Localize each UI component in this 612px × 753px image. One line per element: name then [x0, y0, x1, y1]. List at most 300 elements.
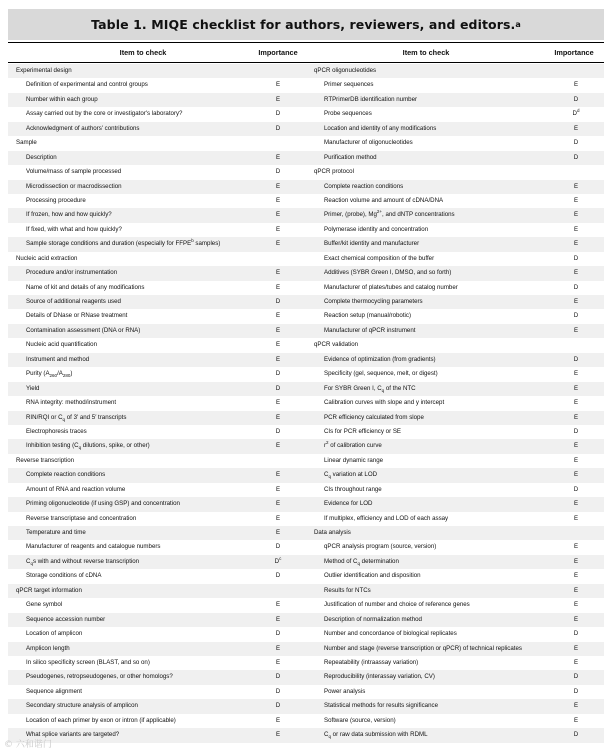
item-text: Number within each group: [26, 95, 98, 103]
importance-value: [571, 714, 581, 728]
importance-value: [571, 281, 581, 295]
item-text: For SYBR Green I, C: [324, 384, 382, 392]
importance-letter: E: [573, 225, 579, 233]
importance-value: [273, 425, 283, 439]
item-label: [324, 180, 403, 194]
importance-letter: E: [275, 355, 281, 363]
importance-value: [571, 425, 581, 439]
importance-letter: E: [573, 269, 579, 277]
importance-letter: E: [275, 211, 281, 219]
item-label: [324, 295, 423, 309]
item-text: Priming oligonucleotide (if using GSP) and concentration: [26, 500, 180, 508]
item-text: CIs for PCR efficiency or SE: [324, 427, 402, 435]
item-text: Probe sequences: [324, 110, 372, 118]
importance-value: [273, 598, 283, 612]
item-text: Manufacturer of plates/tubes and catalog number: [324, 283, 458, 291]
importance-letter: E: [275, 644, 281, 652]
importance-letter: E: [275, 81, 281, 89]
item-superscript: b: [191, 238, 194, 244]
table-row: [306, 555, 604, 569]
item-text: Secondary structure analysis of amplicon: [26, 702, 138, 710]
item-label: [16, 454, 74, 468]
table-row: [306, 439, 604, 453]
item-text: Number and stage (reverse transcription or qPCR) of technical replicates: [324, 644, 522, 652]
table-row: [306, 540, 604, 554]
importance-letter: D: [573, 312, 579, 320]
importance-letter: E: [573, 211, 579, 219]
item-label: [26, 165, 121, 179]
item-label: [324, 540, 436, 554]
importance-letter: E: [275, 283, 281, 291]
item-text: RNA integrity: method/instrument: [26, 399, 117, 407]
item-label: [324, 670, 435, 684]
table-row: [8, 526, 306, 540]
item-text: Nucleic acid quantification: [26, 341, 97, 349]
item-label: [324, 411, 424, 425]
importance-value: [571, 382, 581, 396]
importance-footnote: d: [576, 108, 580, 114]
item-label: [26, 656, 150, 670]
item-label: [26, 353, 89, 367]
section-row: [8, 584, 306, 598]
table-row: [8, 411, 306, 425]
item-text-mid: /A: [57, 370, 63, 378]
table-row: [8, 180, 306, 194]
item-label: [324, 107, 372, 121]
table-row: [8, 78, 306, 92]
item-text: Reproducibility (interassay variation, CV): [324, 673, 435, 681]
item-text: Additives (SYBR Green I, DMSO, and so forth): [324, 269, 452, 277]
item-label: [324, 627, 457, 641]
item-text-after: determination: [359, 557, 399, 565]
item-text: If frozen, how and how quickly?: [26, 211, 112, 219]
importance-letter: D: [573, 95, 579, 103]
importance-value: [273, 93, 283, 107]
item-text: Instrument and method: [26, 355, 90, 363]
importance-letter: E: [275, 413, 281, 421]
item-label: [26, 382, 39, 396]
table-row: [306, 685, 604, 699]
item-text: C: [324, 471, 329, 479]
item-text: What splice variants are targeted?: [26, 731, 120, 739]
item-text: Volume/mass of sample processed: [26, 168, 122, 176]
item-label: [26, 526, 86, 540]
importance-value: [273, 165, 283, 179]
item-text: Sequence alignment: [26, 687, 82, 695]
importance-letter: D: [275, 702, 281, 710]
table-title-text: Table 1. MIQE checklist for authors, reviewers, and editors.: [91, 17, 516, 32]
item-text: C: [324, 731, 329, 739]
item-text: Complete reaction conditions: [26, 471, 106, 479]
importance-value: [273, 483, 283, 497]
importance-value: [571, 468, 581, 482]
importance-value: [273, 497, 283, 511]
importance-value: [571, 598, 581, 612]
importance-value: [273, 180, 283, 194]
importance-letter: E: [275, 658, 281, 666]
item-label: [26, 497, 180, 511]
table-row: [306, 670, 604, 684]
importance-letter: D: [573, 139, 579, 147]
item-text-after: dilutions, spike, or other): [81, 442, 150, 450]
importance-letter: E: [573, 124, 579, 132]
importance-value: [273, 309, 283, 323]
item-superscript: 2: [326, 440, 329, 446]
item-label: [324, 281, 458, 295]
importance-value: [571, 367, 581, 381]
item-label: [26, 555, 139, 569]
item-text: Statistical methods for results significance: [324, 702, 438, 710]
importance-value: [571, 670, 581, 684]
item-text: Manufacturer of qPCR instrument: [324, 326, 416, 334]
importance-letter: E: [275, 485, 281, 493]
importance-value: [273, 353, 283, 367]
item-label: [314, 64, 376, 78]
item-label: [26, 425, 87, 439]
importance-letter: E: [573, 326, 579, 334]
item-label: [324, 642, 522, 656]
item-text: Primer, (probe), Mg: [324, 211, 377, 219]
table-row: [306, 281, 604, 295]
item-label: [324, 439, 382, 453]
item-label: [26, 93, 98, 107]
table-row: [8, 93, 306, 107]
item-text: Buffer/kit identity and manufacturer: [324, 240, 420, 248]
item-text: Processing procedure: [26, 196, 86, 204]
table-row: [306, 107, 604, 121]
item-label: [324, 584, 371, 598]
importance-value: [273, 714, 283, 728]
item-label: [324, 699, 438, 713]
item-label: [314, 338, 358, 352]
importance-value: [571, 411, 581, 425]
item-text: Evidence of optimization (from gradients): [324, 355, 436, 363]
importance-letter: D: [275, 687, 281, 695]
table-row: [8, 266, 306, 280]
importance-value: [273, 78, 283, 92]
importance-letter: D: [573, 153, 579, 161]
importance-letter: E: [573, 182, 579, 190]
title-footnote-marker: a: [515, 20, 521, 29]
item-label: [324, 353, 436, 367]
item-label: [324, 656, 418, 670]
table-row: [8, 237, 306, 251]
importance-letter: D: [275, 427, 281, 435]
item-text-after: s with and without reverse transcription: [32, 557, 140, 565]
importance-value: [571, 151, 581, 165]
importance-value: [571, 93, 581, 107]
item-text: Purification method: [324, 153, 377, 161]
item-text: Amount of RNA and reaction volume: [26, 485, 126, 493]
table-row: [306, 237, 604, 251]
table-row: [306, 714, 604, 728]
importance-value: [273, 237, 283, 251]
item-label: [26, 266, 117, 280]
header-item-right: Item to check: [402, 47, 450, 57]
importance-value: [571, 685, 581, 699]
importance-letter: E: [573, 644, 579, 652]
item-text: Description of normalization method: [324, 615, 422, 623]
item-text: Reaction volume and amount of cDNA/DNA: [324, 196, 444, 204]
table-row: [306, 208, 604, 222]
table-row: [8, 468, 306, 482]
table-row: [8, 425, 306, 439]
item-text: Storage conditions of cDNA: [26, 572, 102, 580]
importance-value: [273, 699, 283, 713]
item-text: Polymerase identity and concentration: [324, 225, 429, 233]
importance-letter: E: [573, 500, 579, 508]
item-label: [26, 367, 72, 381]
item-label: [324, 93, 417, 107]
table-row: [8, 540, 306, 554]
importance-value: [571, 439, 581, 453]
importance-value: [571, 642, 581, 656]
item-label: [324, 208, 455, 222]
item-text-after: variation at LOD: [330, 471, 378, 479]
importance-value: [273, 223, 283, 237]
item-text: Primer sequences: [324, 81, 374, 89]
item-label: [26, 512, 136, 526]
item-text: Complete reaction conditions: [324, 182, 404, 190]
item-label: [26, 295, 121, 309]
item-text: Source of additional reagents used: [26, 298, 121, 305]
table-row: [306, 180, 604, 194]
importance-value: [273, 613, 283, 627]
table-row: [306, 266, 604, 280]
table-row: [306, 382, 604, 396]
importance-value: [273, 526, 283, 540]
importance-value: [273, 208, 283, 222]
importance-letter: E: [573, 557, 579, 565]
importance-value: [273, 439, 283, 453]
item-subscript: q: [30, 561, 33, 567]
item-text: Acknowledgment of authors' contributions: [26, 124, 140, 132]
importance-letter: E: [275, 341, 281, 349]
item-label: [324, 367, 438, 381]
importance-value: [273, 670, 283, 684]
importance-value: [273, 266, 283, 280]
section-row: [8, 64, 306, 78]
table-row: [306, 656, 604, 670]
table-row: [8, 223, 306, 237]
importance-value: [571, 252, 581, 266]
importance-letter: D: [275, 168, 281, 176]
table-row: [306, 569, 604, 583]
item-text-after: samples): [193, 240, 221, 248]
item-text: Exact chemical composition of the buffer: [324, 254, 435, 262]
importance-letter: E: [275, 153, 281, 161]
item-label: [324, 266, 451, 280]
header-importance-right: Importance: [554, 47, 594, 57]
importance-letter: E: [573, 601, 579, 609]
table-row: [8, 483, 306, 497]
item-label: [26, 151, 57, 165]
item-label: [26, 208, 112, 222]
item-text: Manufacturer of oligonucleotides: [324, 139, 413, 147]
importance-letter: D: [573, 731, 579, 739]
table-row: [306, 411, 604, 425]
item-text: Manufacturer of reagents and catalogue numbers: [26, 543, 161, 551]
item-subscript: q: [328, 734, 331, 740]
importance-value: [571, 107, 581, 121]
item-subscript: q: [78, 445, 82, 451]
importance-letter: E: [573, 658, 579, 666]
item-label: [26, 468, 105, 482]
table-row: [306, 353, 604, 367]
importance-letter: D: [275, 384, 281, 392]
item-text: Temperature and time: [26, 529, 86, 536]
item-label: [324, 237, 419, 251]
importance-value: [571, 656, 581, 670]
table-row: [8, 714, 306, 728]
importance-letter: E: [573, 81, 579, 89]
item-label: [324, 454, 383, 468]
table-row: [8, 497, 306, 511]
importance-value: [273, 656, 283, 670]
table-row: [8, 367, 306, 381]
item-text: qPCR protocol: [314, 168, 354, 176]
table-row: [306, 497, 604, 511]
table-row: [306, 252, 604, 266]
item-label: [324, 685, 365, 699]
item-text: Method of C: [324, 557, 358, 565]
section-row: [8, 252, 306, 266]
item-text: qPCR analysis program (source, version): [324, 543, 437, 551]
importance-value: [273, 468, 283, 482]
importance-value: [571, 540, 581, 554]
importance-letter: D: [573, 673, 579, 681]
table-row: [306, 512, 604, 526]
importance-value: [273, 194, 283, 208]
item-text: Nucleic acid extraction: [16, 254, 78, 262]
importance-value: [571, 396, 581, 410]
importance-value: [273, 295, 283, 309]
importance-value: [571, 208, 581, 222]
table-row: [8, 107, 306, 121]
item-text: Software (source, version): [324, 716, 396, 724]
item-label: [314, 165, 354, 179]
item-text: If multiplex, efficiency and LOD of each assay: [324, 514, 449, 522]
item-label: [324, 613, 422, 627]
table-row: [8, 382, 306, 396]
item-label: [26, 223, 122, 237]
importance-letter: E: [573, 615, 579, 623]
item-label: [324, 223, 428, 237]
importance-letter: E: [275, 182, 281, 190]
table-row: [8, 656, 306, 670]
item-subscript: q: [357, 561, 360, 567]
right-column: [306, 64, 604, 743]
importance-value: [571, 266, 581, 280]
importance-letter: E: [275, 731, 281, 739]
importance-letter: D: [275, 572, 281, 580]
table-row: [306, 468, 604, 482]
item-label: [324, 555, 399, 569]
importance-value: [273, 569, 283, 583]
item-superscript: 2+: [376, 209, 383, 215]
importance-letter: E: [275, 225, 281, 233]
item-text: Reverse transcriptase and concentration: [26, 514, 137, 522]
item-text: Specificity (gel, sequence, melt, or digest): [324, 370, 438, 378]
table-row: [8, 728, 306, 742]
importance-letter: D: [573, 630, 579, 638]
item-label: [26, 107, 182, 121]
item-label: [324, 252, 434, 266]
importance-letter: D: [573, 254, 579, 262]
item-text: Sample: [16, 139, 37, 147]
importance-value: [273, 324, 283, 338]
item-label: [26, 699, 138, 713]
item-text: qPCR oligonucleotides: [314, 67, 377, 74]
item-label: [26, 642, 70, 656]
importance-letter: D: [275, 543, 281, 551]
importance-value: [273, 685, 283, 699]
table-row: [306, 223, 604, 237]
item-text: Reverse transcription: [16, 456, 75, 464]
item-text: Power analysis: [324, 687, 366, 695]
item-text: Data analysis: [314, 529, 351, 536]
item-text: Experimental design: [16, 67, 72, 74]
item-label: [16, 252, 77, 266]
item-label: [324, 309, 411, 323]
item-label: [324, 396, 444, 410]
item-text: Sequence accession number: [26, 615, 106, 623]
item-text: Justification of number and choice of reference genes: [324, 601, 470, 609]
importance-value: [571, 136, 581, 150]
item-text-after: of 3′ and 5′ transcripts: [65, 413, 127, 421]
item-label: [26, 78, 148, 92]
importance-value: [571, 627, 581, 641]
importance-value: [571, 353, 581, 367]
importance-value: [571, 309, 581, 323]
importance-value: [273, 642, 283, 656]
item-text: r: [324, 442, 327, 450]
item-text: Reaction setup (manual/robotic): [324, 312, 412, 320]
item-text: Details of DNase or RNase treatment: [26, 312, 128, 320]
importance-value: [571, 699, 581, 713]
section-row: [306, 526, 604, 540]
importance-letter: D: [275, 110, 281, 118]
item-label: [314, 526, 351, 540]
item-label: [26, 396, 116, 410]
item-label: [26, 194, 86, 208]
section-row: [8, 136, 306, 150]
table-row: [306, 642, 604, 656]
item-label: [324, 483, 382, 497]
item-text: Evidence for LOD: [324, 500, 373, 508]
table-row: [306, 78, 604, 92]
importance-value: [571, 324, 581, 338]
importance-value: [273, 512, 283, 526]
item-text-after: of calibration curve: [328, 442, 382, 450]
importance-letter: E: [573, 716, 579, 724]
importance-value: [571, 180, 581, 194]
table-row: [306, 309, 604, 323]
table-row: [306, 627, 604, 641]
importance-letter: E: [573, 514, 579, 522]
importance-letter: D: [275, 124, 281, 132]
item-label: [26, 237, 220, 251]
item-label: [324, 122, 436, 136]
table-row: [306, 425, 604, 439]
item-text: qPCR validation: [314, 341, 359, 349]
importance-value: [571, 122, 581, 136]
item-label: [26, 281, 144, 295]
item-text: Procedure and/or instrumentation: [26, 269, 118, 277]
item-text: Inhibition testing (C: [26, 442, 79, 450]
item-text: Amplicon length: [26, 644, 70, 652]
item-text: Assay carried out by the core or investigator's laboratory?: [26, 110, 183, 118]
